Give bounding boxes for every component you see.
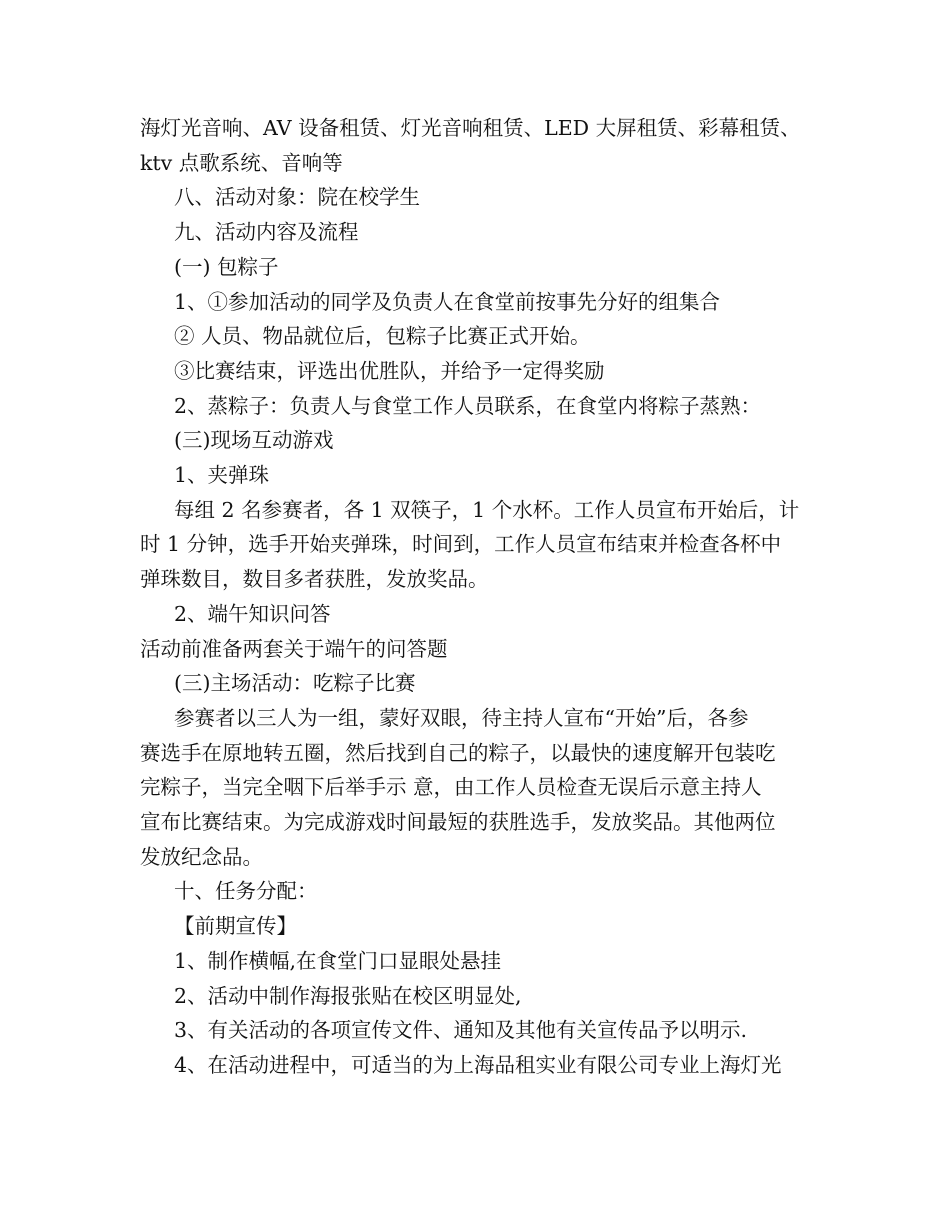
text-line: 2、活动中制作海报张贴在校区明显处, — [174, 983, 522, 1008]
text-line: 1、①参加活动的同学及负责人在食堂前按事先分好的组集合 — [174, 289, 721, 314]
subsection-heading: (一) 包粽子 — [174, 254, 279, 279]
text-line: 宣布比赛结束。为完成游戏时间最短的获胜选手，发放奖品。其他两位 — [140, 810, 776, 835]
subsection-heading: 【前期宣传】 — [174, 914, 297, 939]
text-line: 赛选手在原地转五圈，然后找到自己的粽子，以最快的速度解开包装吃 — [140, 740, 776, 765]
text-line: 时 1 分钟，选手开始夹弹珠，时间到，工作人员宣布结束并检查各杯中 — [140, 532, 782, 557]
section-heading-8: 八、活动对象：院在校学生 — [174, 185, 420, 210]
text-line: 2、端午知识问答 — [174, 601, 331, 626]
text-line: ② 人员、物品就位后，包粽子比赛正式开始。 — [174, 324, 591, 349]
text-line: 3、有关活动的各项宣传文件、通知及其他有关宣传品予以明示. — [174, 1018, 748, 1043]
subsection-heading: (三)主场活动：吃粽子比赛 — [174, 671, 416, 696]
text-line: 每组 2 名参赛者，各 1 双筷子，1 个水杯。工作人员宣布开始后，计 — [174, 497, 800, 522]
text-line: ③比赛结束，评选出优胜队，并给予一定得奖励 — [174, 358, 605, 383]
text-line: 参赛者以三人为一组，蒙好双眼，待主持人宣布“开始”后，各参 — [174, 705, 749, 730]
text-line: 弹珠数目，数目多者获胜，发放奖品。 — [140, 567, 489, 592]
document-body — [140, 111, 830, 1083]
text-line: 4、在活动进程中，可适当的为上海品租实业有限公司专业上海灯光 — [174, 1052, 782, 1077]
text-line: 海灯光音响、AV 设备租赁、灯光音响租赁、LED 大屏租赁、彩幕租赁、 — [140, 116, 801, 140]
subsection-heading: (三)现场互动游戏 — [174, 428, 334, 453]
section-heading-10: 十、任务分配： — [174, 879, 318, 904]
text-line: 活动前准备两套关于端午的问答题 — [140, 636, 448, 661]
text-line: 1、制作横幅,在食堂门口显眼处悬挂 — [174, 948, 502, 973]
text-line: 发放纪念品。 — [140, 844, 263, 869]
text-line: 1、夹弹珠 — [174, 463, 270, 488]
text-line: ktv 点歌系统、音响等 — [140, 150, 343, 175]
text-line: 完粽子，当完全咽下后举手示 意，由工作人员检查无误后示意主持人 — [140, 775, 762, 800]
section-heading-9: 九、活动内容及流程 — [174, 220, 359, 245]
text-line: 2、蒸粽子：负责人与食堂工作人员联系，在食堂内将粽子蒸熟： — [174, 393, 762, 418]
